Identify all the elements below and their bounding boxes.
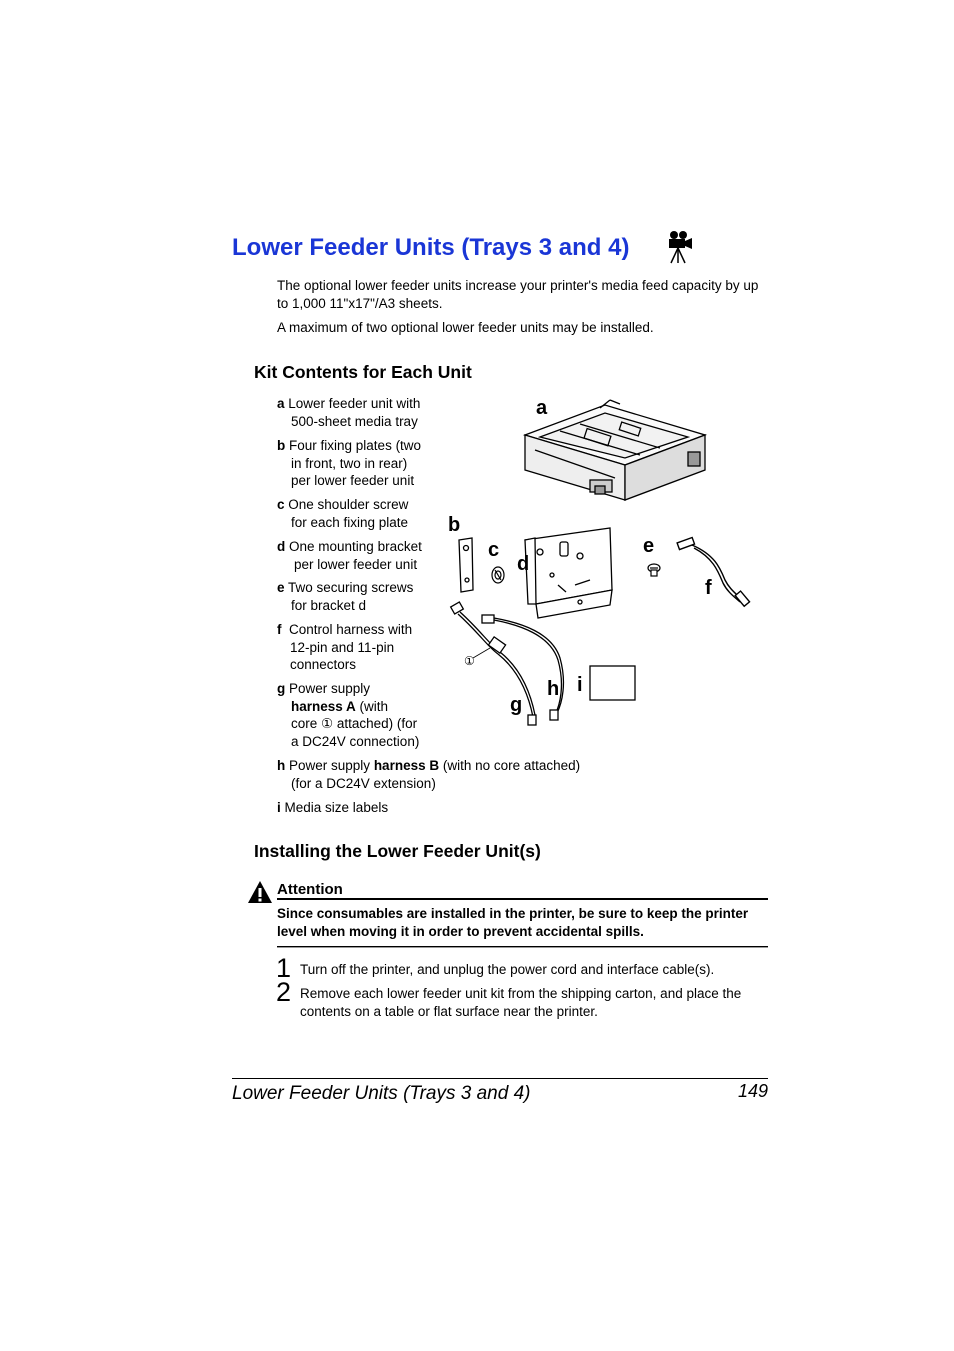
- kit-item-h: h Power supply harness B (with no core attached) (for a DC24V extension): [277, 758, 581, 791]
- page-number: 149: [737, 1081, 768, 1101]
- callout-h: h: [547, 678, 560, 700]
- media-size-label-drawing: [590, 666, 635, 700]
- kit-contents-illustration: [440, 390, 760, 740]
- control-harness-drawing: [677, 538, 749, 607]
- step-number: 1: [276, 953, 292, 983]
- step-text: Remove each lower feeder unit kit from the shipping carton, and place the contents on a table or flat surface near the printer.: [300, 986, 742, 1019]
- callout-a: a: [536, 397, 548, 419]
- callout-i: i: [577, 674, 583, 696]
- callout-g: g: [510, 694, 523, 716]
- step-text: Turn off the printer, and unplug the power cord and interface cable(s).: [300, 962, 715, 977]
- core-callout: ①: [464, 654, 475, 668]
- fixing-plate-drawing: [459, 538, 473, 592]
- warning-triangle-icon: [247, 879, 273, 905]
- attention-rule: [277, 946, 768, 948]
- callout-d: d: [517, 553, 530, 575]
- footer-title: Lower Feeder Units (Trays 3 and 4): [232, 1083, 531, 1104]
- kit-contents-heading: Kit Contents for Each Unit: [254, 362, 472, 382]
- step-number: 2: [276, 977, 292, 1007]
- kit-item-g: g Power supply harness A (with core ① attached) (for a DC24V connection): [277, 681, 420, 749]
- movie-camera-icon: [666, 230, 694, 264]
- intro-paragraph: The optional lower feeder units increase your printer's media feed capacity by up to 1,000 11"x17"/A3 sheets.: [277, 278, 759, 311]
- attention-rule: [277, 898, 768, 900]
- kit-item-c: c One shoulder screw for each fixing plate: [277, 497, 409, 530]
- mounting-bracket-drawing: [525, 528, 612, 618]
- attention-label: Attention: [277, 881, 343, 898]
- securing-screw-drawing: [648, 564, 660, 576]
- attention-text: Since consumables are installed in the printer, be sure to keep the printer level when moving it in order to prevent accidental spills.: [277, 906, 749, 939]
- callout-b: b: [448, 514, 461, 536]
- intro-paragraph: A maximum of two optional lower feeder units may be installed.: [277, 320, 654, 335]
- shoulder-screw-drawing: [492, 567, 504, 583]
- kit-item-d: d One mounting bracket per lower feeder unit: [277, 539, 422, 572]
- kit-item-b: b Four fixing plates (two in front, two in rear) per lower feeder unit: [277, 438, 422, 488]
- footer-rule: [232, 1078, 768, 1079]
- feeder-unit-drawing: [525, 400, 705, 500]
- callout-f: f: [705, 577, 712, 599]
- kit-item-f: f Control harness with 12-pin and 11-pin connectors: [277, 622, 413, 672]
- page-title: Lower Feeder Units (Trays 3 and 4): [232, 234, 630, 261]
- kit-item-e: e Two securing screws for bracket d: [277, 580, 414, 613]
- callout-e: e: [643, 535, 655, 557]
- kit-item-a: a Lower feeder unit with 500-sheet media tray: [277, 396, 421, 429]
- kit-item-i: i Media size labels: [277, 800, 389, 815]
- install-heading: Installing the Lower Feeder Unit(s): [254, 841, 541, 861]
- callout-c: c: [488, 539, 500, 561]
